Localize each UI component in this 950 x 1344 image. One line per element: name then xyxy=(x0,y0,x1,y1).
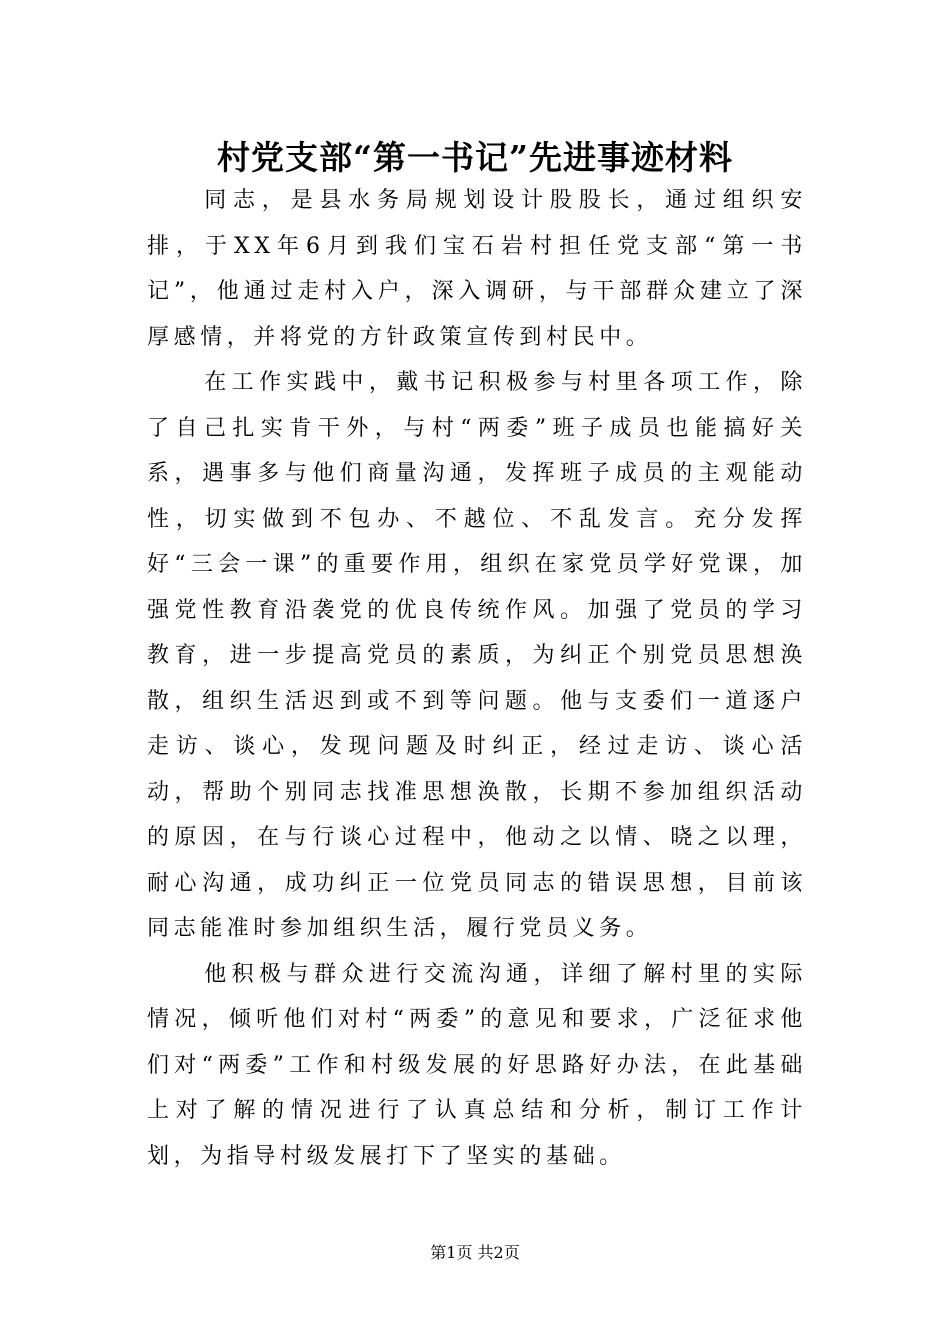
document-title: 村党支部“第一书记”先进事迹材料 xyxy=(217,138,733,177)
paragraph-2: 在工作实践中，戴书记积极参与村里各项工作，除了自己扎实肯干外，与村“两委”班子成员也能搞好关系，遇事多与他们商量沟通，发挥班子成员的主观能动性，切实做到不包办、不越位、不乱发言。充分发挥好“三会一课”的重要作用，组织在家党员学好党课，加强党性教育沿袭党的优良传统作风。加强了党员的学习教育，进一步提高党员的素质，为纠正个别党员思想涣散，组织生活迟到或不到等问题。他与支委们一道逐户走访、谈心，发现问题及时纠正，经过走访、谈心活动，帮助个别同志找准思想涣散，长期不参加组织活动的原因，在与行谈心过程中，他动之以情、晓之以理，耐心沟通，成功纠正一位党员同志的错误思想，目前该同志能准时参加组织生活，履行党员义务。 xyxy=(147,370,807,941)
page-number-footer: 第1页 共2页 xyxy=(430,1243,520,1262)
paragraph-1: 同志，是县水务局规划设计股股长，通过组织安排，于XX年6月到我们宝石岩村担任党支部“第一书记”，他通过走村入户，深入调研，与干部群众建立了深厚感情，并将党的方针政策宣传到村民中。 xyxy=(147,188,807,350)
document-body xyxy=(147,178,807,1179)
paragraph-3: 他积极与群众进行交流沟通，详细了解村里的实际情况，倾听他们对村“两委”的意见和要求，广泛征求他们对“两委”工作和村级发展的好思路好办法，在此基础上对了解的情况进行了认真总结和分析，制订工作计划，为指导村级发展打下了坚实的基础。 xyxy=(147,961,807,1169)
